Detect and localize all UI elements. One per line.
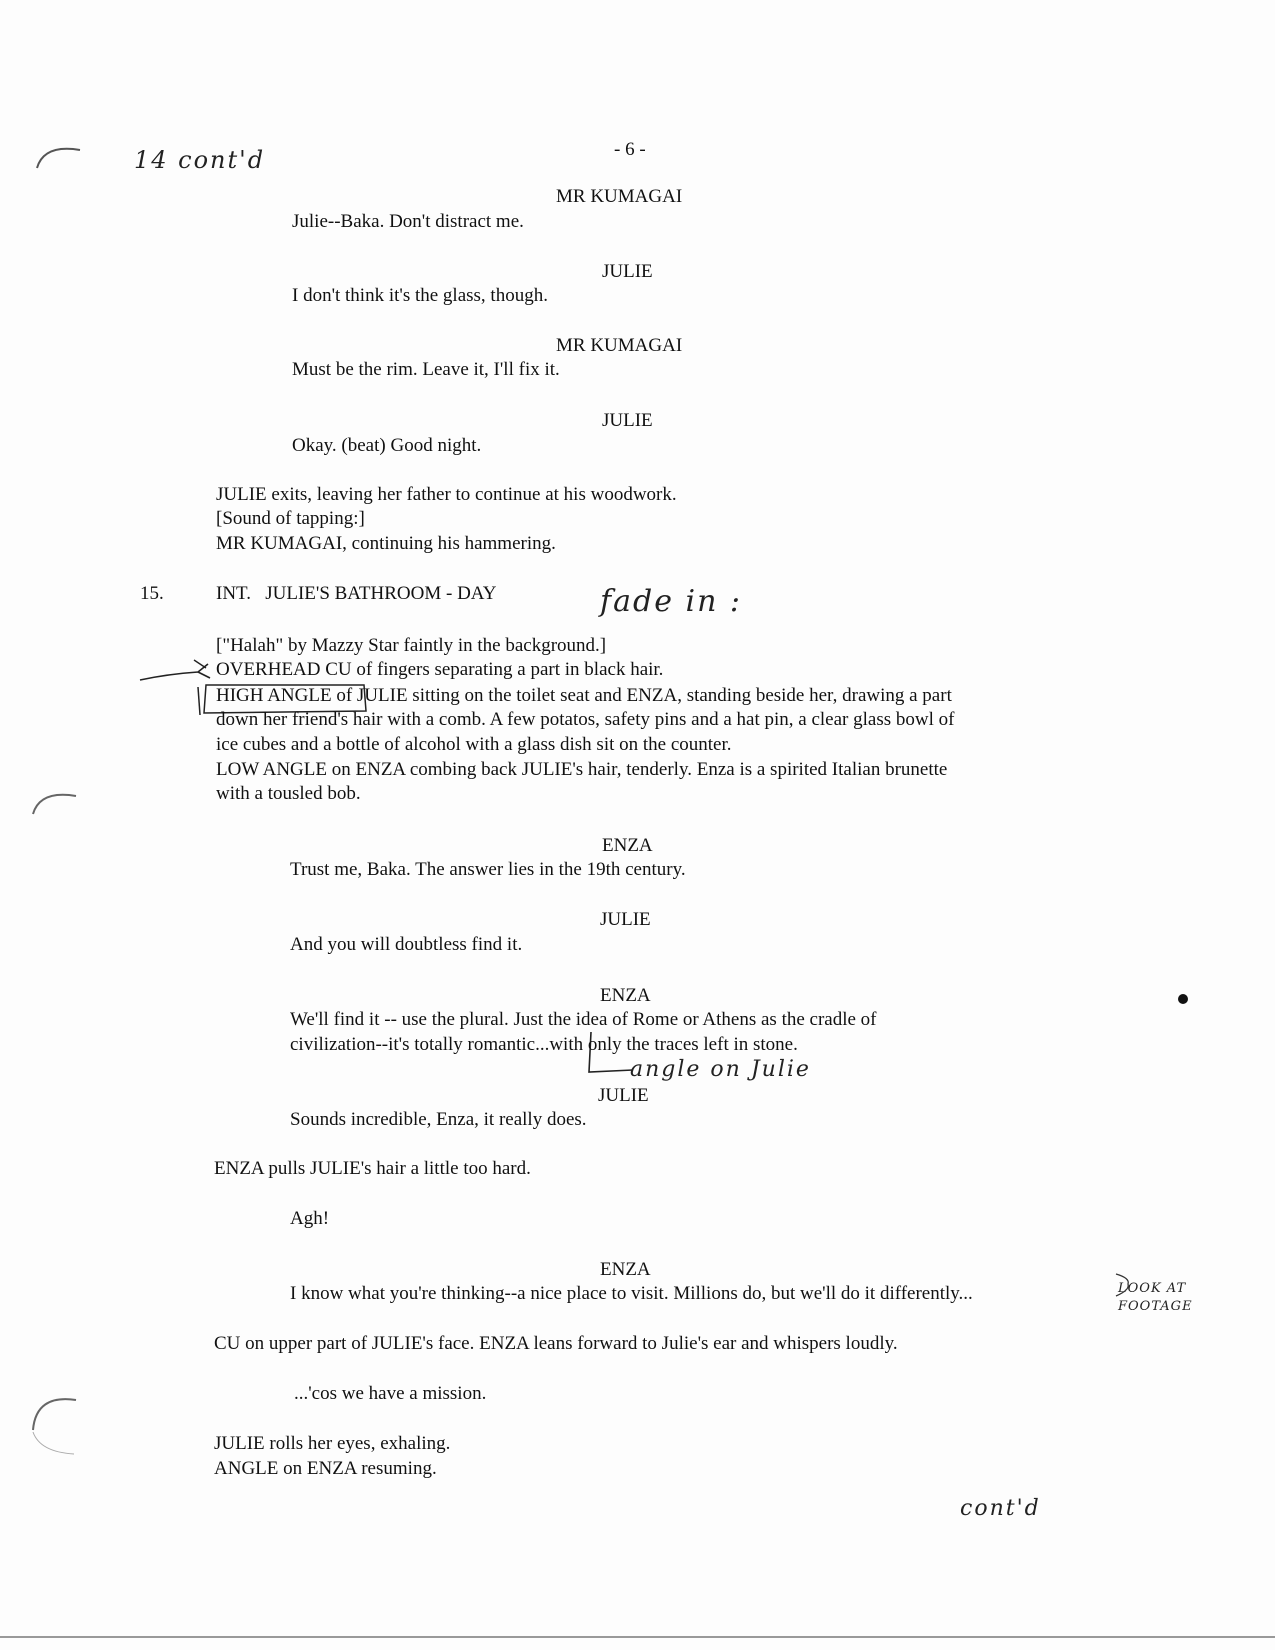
dialogue-line: Okay. (beat) Good night. <box>292 435 482 456</box>
action-line: with a tousled bob. <box>216 783 361 804</box>
action-line: JULIE exits, leaving her father to continue at his woodwork. <box>216 484 677 505</box>
punch-hole-bottom <box>30 1380 80 1460</box>
character-cue: MR KUMAGAI <box>556 335 683 356</box>
dialogue-line: Agh! <box>290 1208 330 1229</box>
action-line: down her friend's hair with a comb. A few potatos, safety pins and a hat pin, a clear glass bowl of <box>216 709 955 730</box>
action-line: CU on upper part of JULIE's face. ENZA leans forward to Julie's ear and whispers loudly. <box>214 1333 898 1354</box>
scene-number: 15. <box>140 583 164 604</box>
action-line: OVERHEAD CU of fingers separating a part in black hair. <box>216 659 664 680</box>
dialogue-line: civilization--it's totally romantic...with only the traces left in stone. <box>290 1034 798 1055</box>
dialogue-line: Trust me, Baka. The answer lies in the 19th century. <box>290 859 686 880</box>
dialogue-line: I know what you're thinking--a nice place to visit. Millions do, but we'll do it differently... <box>290 1283 973 1304</box>
ink-dot <box>1176 992 1190 1006</box>
page-number: - 6 - <box>614 139 646 160</box>
character-cue: JULIE <box>600 909 651 930</box>
action-line: ["Halah" by Mazzy Star faintly in the background.] <box>216 635 607 656</box>
handwritten-look-at-footage: LOOK AT FOOTAGE <box>1118 1281 1193 1314</box>
dialogue-line: Sounds incredible, Enza, it really does. <box>290 1109 587 1130</box>
character-cue: ENZA <box>602 835 653 856</box>
character-cue: ENZA <box>600 985 651 1006</box>
action-line: ANGLE on ENZA resuming. <box>214 1458 437 1479</box>
action-line: HIGH ANGLE of JULIE sitting on the toilet seat and ENZA, standing beside her, drawing a part <box>216 685 952 706</box>
handwritten-angle-on-julie: angle on Julie <box>630 1057 811 1082</box>
punch-hole-top <box>34 138 84 178</box>
action-line: ice cubes and a bottle of alcohol with a glass dish sit on the counter. <box>216 734 732 755</box>
scene-heading: INT. JULIE'S BATHROOM - DAY <box>216 583 497 604</box>
action-line: LOW ANGLE on ENZA combing back JULIE's hair, tenderly. Enza is a spirited Italian brunette <box>216 759 948 780</box>
dialogue-line: We'll find it -- use the plural. Just the idea of Rome or Athens as the cradle of <box>290 1009 877 1030</box>
character-cue: MR KUMAGAI <box>556 186 683 207</box>
page-bottom-edge <box>0 1636 1275 1638</box>
dialogue-line: ...'cos we have a mission. <box>294 1383 487 1404</box>
handwritten-brace-mark <box>1112 1270 1152 1300</box>
character-cue: ENZA <box>600 1259 651 1280</box>
handwritten-fade-in: fade in : <box>600 584 743 619</box>
action-line: JULIE rolls her eyes, exhaling. <box>214 1433 451 1454</box>
handwritten-scene-continued: 14 cont'd <box>134 146 266 174</box>
dialogue-line: I don't think it's the glass, though. <box>292 285 548 306</box>
dialogue-line: Must be the rim. Leave it, I'll fix it. <box>292 359 560 380</box>
action-line: [Sound of tapping:] <box>216 508 365 529</box>
dialogue-line: And you will doubtless find it. <box>290 934 523 955</box>
action-line: MR KUMAGAI, continuing his hammering. <box>216 533 556 554</box>
action-line: ENZA pulls JULIE's hair a little too hard. <box>214 1158 531 1179</box>
character-cue: JULIE <box>598 1085 649 1106</box>
character-cue: JULIE <box>602 261 653 282</box>
dialogue-line: Julie--Baka. Don't distract me. <box>292 211 524 232</box>
character-cue: JULIE <box>602 410 653 431</box>
handwritten-continued-bottom: cont'd <box>960 1496 1041 1521</box>
punch-hole-middle <box>30 782 80 822</box>
